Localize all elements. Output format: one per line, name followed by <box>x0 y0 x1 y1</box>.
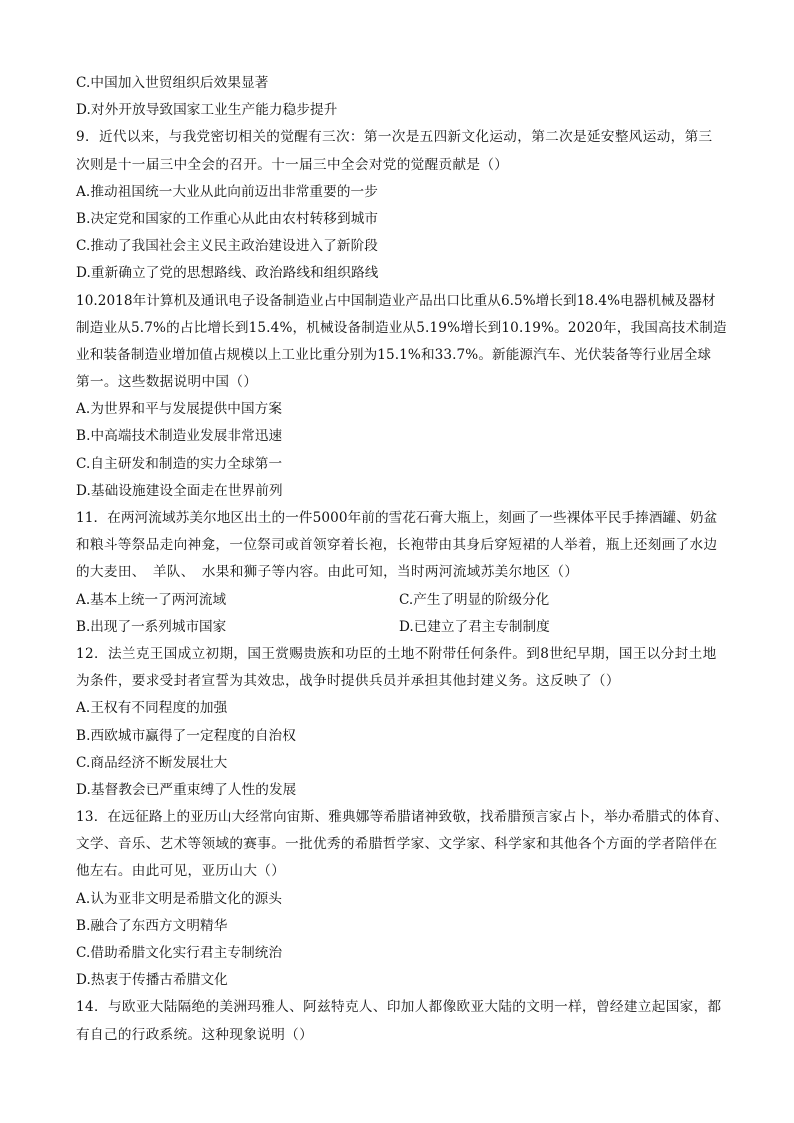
question-9-stem <box>76 124 722 178</box>
question-11-stem-line: 和粮斗等祭品走向神龛，一位祭司或首领穿着长袍，长袍带由其身后穿短裙的人举着，瓶上还刻画了水边 <box>76 537 718 554</box>
option-row <box>76 614 722 641</box>
question-10 <box>76 288 727 506</box>
option-11-a: A.基本上统一了两河流域 <box>76 591 227 608</box>
question-9-stem-line: 次则是十一届三中全会的召开。十一届三中全会对党的觉醒贡献是（） <box>76 156 509 173</box>
option-9-c: C.推动了我国社会主义民主政治建设进入了新阶段 <box>76 238 379 255</box>
question-14 <box>76 994 722 1048</box>
question-11-stem-line: 的大麦田、 羊队、 水果和狮子等内容。由此可知，当时两河流域苏美尔地区（） <box>76 564 579 581</box>
question-11 <box>76 505 722 641</box>
option-10-d: D.基础设施建设全面走在世界前列 <box>76 482 283 499</box>
option-9-b: B.决定党和国家的工作重心从此由农村转移到城市 <box>76 210 379 227</box>
option-13-d: D.热衷于传播古希腊文化 <box>76 972 228 989</box>
question-13-stem-line: 13．在远征路上的亚历山大经常向宙斯、雅典娜等希腊诸神致敬，找希腊预言家占卜，举办希腊式的体育、 <box>76 809 729 826</box>
question-14-stem <box>76 994 722 1048</box>
option-11-b: B.出现了一系列城市国家 <box>76 618 227 635</box>
option-12-d: D.基督教会已严重束缚了人性的发展 <box>76 781 297 798</box>
question-10-stem <box>76 288 727 397</box>
question-10-stem-line: 制造业从5.7%的占比增长到15.4%，机械设备制造业从5.19%增长到10.19%。2020年，我国高技术制造 <box>76 319 727 336</box>
option-13-a: A.认为亚非文明是希腊文化的源头 <box>76 890 283 907</box>
question-10-stem-line: 业和装备制造业增加值占规模以上工业比重分别为15.1%和33.7%。新能源汽车、光伏装备等行业居全球 <box>76 346 712 363</box>
question-10-stem-line: 10.2018年计算机及通讯电子设备制造业占中国制造业产品出口比重从6.5%增长到18.4%电器机械及器材 <box>76 292 716 309</box>
question-12-stem <box>76 641 722 695</box>
option-12-a: A.王权有不同程度的加强 <box>76 700 228 717</box>
option-8-d: D.对外开放导致国家工业生产能力稳步提升 <box>76 102 338 119</box>
option-8-c: C.中国加入世贸组织后效果显著 <box>76 75 269 91</box>
question-12-stem-line: 12．法兰克王国成立初期，国王赏赐贵族和功臣的土地不附带任何条件。到8世纪早期，国王以分封土地 <box>76 645 717 662</box>
question-13-stem-line: 文学、音乐、艺术等领域的赛事。一批优秀的希腊哲学家、文学家、科学家和其他各个方面的学者陪伴在 <box>76 836 718 853</box>
question-14-stem-line: 有自己的行政系统。这种现象说明（） <box>76 1026 314 1043</box>
question-12 <box>76 641 722 804</box>
option-10-c: C.自主研发和制造的实力全球第一 <box>76 455 283 472</box>
question-9 <box>76 124 722 287</box>
question-11-stem-line: 11．在两河流域苏美尔地区出土的一件5000年前的雪花石膏大瓶上，刻画了一些裸体平民手捧酒罐、奶盆 <box>76 510 718 526</box>
exam-page <box>76 70 729 1049</box>
option-13-b: B.融合了东西方文明精华 <box>76 917 228 934</box>
option-13-c: C.借助希腊文化实行君主专制统治 <box>76 945 283 961</box>
option-9-d: D.重新确立了党的思想路线、政治路线和组织路线 <box>76 265 379 282</box>
question-13 <box>76 804 729 994</box>
option-11-d: D.已建立了君主专制制度 <box>399 618 550 635</box>
option-10-a: A.为世界和平与发展提供中国方案 <box>76 401 283 418</box>
question-13-stem-line: 他左右。由此可见，亚历山大（） <box>76 863 286 880</box>
option-9-a: A.推动祖国统一大业从此向前迈出非常重要的一步 <box>76 183 378 200</box>
question-8-options <box>76 70 722 124</box>
option-row <box>76 587 722 614</box>
option-12-b: B.西欧城市赢得了一定程度的自治权 <box>76 727 296 744</box>
question-11-stem <box>76 505 722 587</box>
option-11-c: C.产生了明显的阶级分化 <box>399 591 550 608</box>
option-12-c: C.商品经济不断发展壮大 <box>76 754 228 771</box>
question-9-stem-line: 9．近代以来，与我党密切相关的觉醒有三次：第一次是五四新文化运动，第二次是延安整风运动，第三 <box>76 129 713 146</box>
question-14-stem-line: 14．与欧亚大陆隔绝的美洲玛雅人、阿兹特克人、印加人都像欧亚大陆的文明一样，曾经建立起国家，都 <box>76 999 722 1016</box>
question-12-stem-line: 为条件，要求受封者宣誓为其效忠，战争时提供兵员并承担其他封建义务。这反映了（） <box>76 673 620 690</box>
question-10-stem-line: 第一。这些数据说明中国（） <box>76 374 258 391</box>
option-10-b: B.中高端技术制造业发展非常迅速 <box>76 428 283 445</box>
question-13-stem <box>76 804 729 886</box>
